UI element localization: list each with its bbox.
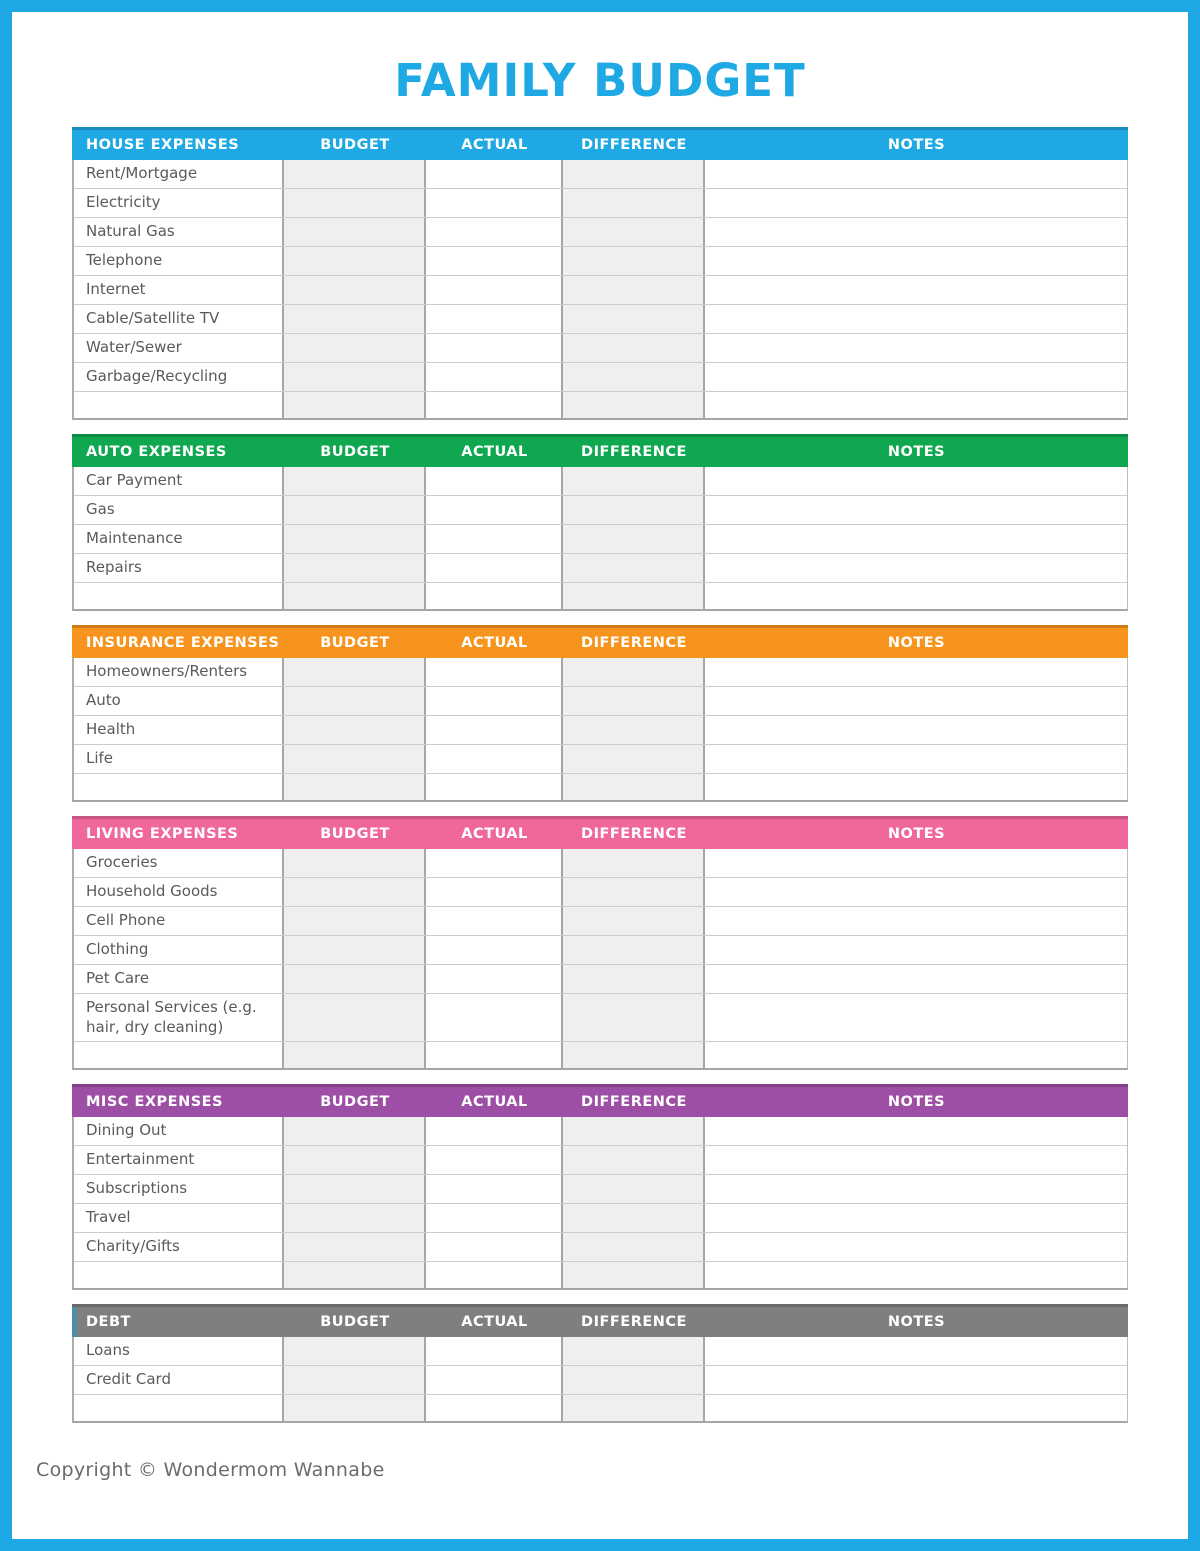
diff-cell bbox=[563, 525, 705, 553]
expense-label bbox=[74, 1395, 284, 1421]
table-row bbox=[74, 1204, 1127, 1233]
diff-cell bbox=[563, 994, 705, 1041]
diff-cell bbox=[563, 1042, 705, 1068]
expense-label: Cell Phone bbox=[74, 907, 284, 935]
table-row bbox=[74, 554, 1127, 583]
notes-cell bbox=[705, 525, 1127, 553]
table-row-blank bbox=[74, 392, 1127, 418]
notes-cell bbox=[705, 1366, 1127, 1394]
section-body bbox=[72, 467, 1128, 611]
diff-cell bbox=[563, 467, 705, 495]
table-row bbox=[74, 334, 1127, 363]
table-row bbox=[74, 936, 1127, 965]
column-header-difference: DIFFERENCE bbox=[581, 1094, 687, 1110]
actual-cell bbox=[426, 1233, 563, 1261]
table-row-blank bbox=[74, 774, 1127, 800]
table-row bbox=[74, 363, 1127, 392]
actual-cell bbox=[426, 878, 563, 906]
notes-cell bbox=[705, 1204, 1127, 1232]
actual-cell bbox=[426, 583, 563, 609]
table-row bbox=[74, 907, 1127, 936]
notes-cell bbox=[705, 687, 1127, 715]
actual-cell bbox=[426, 496, 563, 524]
notes-cell bbox=[705, 583, 1127, 609]
section-header bbox=[72, 127, 1128, 160]
notes-cell bbox=[705, 247, 1127, 275]
column-header-difference: DIFFERENCE bbox=[581, 1314, 687, 1330]
section-header bbox=[72, 625, 1128, 658]
table-row bbox=[74, 716, 1127, 745]
budget-cell bbox=[284, 554, 426, 582]
diff-cell bbox=[563, 907, 705, 935]
expense-label: Electricity bbox=[74, 189, 284, 217]
budget-cell bbox=[284, 745, 426, 773]
column-header-budget: BUDGET bbox=[320, 1094, 390, 1110]
column-header-actual: ACTUAL bbox=[461, 444, 528, 460]
expense-label: Health bbox=[74, 716, 284, 744]
budget-cell bbox=[284, 965, 426, 993]
actual-cell bbox=[426, 774, 563, 800]
expense-label bbox=[74, 392, 284, 418]
budget-cell bbox=[284, 1262, 426, 1288]
table-row bbox=[74, 965, 1127, 994]
section-body bbox=[72, 658, 1128, 802]
section-title: LIVING EXPENSES bbox=[86, 826, 239, 842]
actual-cell bbox=[426, 1337, 563, 1365]
actual-cell bbox=[426, 965, 563, 993]
expense-label: Gas bbox=[74, 496, 284, 524]
table-row bbox=[74, 525, 1127, 554]
notes-cell bbox=[705, 467, 1127, 495]
table-row-blank bbox=[74, 1042, 1127, 1068]
column-header-difference: DIFFERENCE bbox=[581, 826, 687, 842]
table-row bbox=[74, 276, 1127, 305]
diff-cell bbox=[563, 849, 705, 877]
expense-label: Charity/Gifts bbox=[74, 1233, 284, 1261]
budget-cell bbox=[284, 1337, 426, 1365]
notes-cell bbox=[705, 745, 1127, 773]
actual-cell bbox=[426, 305, 563, 333]
diff-cell bbox=[563, 160, 705, 188]
expense-label: Subscriptions bbox=[74, 1175, 284, 1203]
notes-cell bbox=[705, 1175, 1127, 1203]
column-header-budget: BUDGET bbox=[320, 635, 390, 651]
section-title: INSURANCE EXPENSES bbox=[86, 635, 280, 651]
table-row bbox=[74, 878, 1127, 907]
budget-cell bbox=[284, 774, 426, 800]
table-row bbox=[74, 189, 1127, 218]
budget-cell bbox=[284, 305, 426, 333]
budget-cell bbox=[284, 1366, 426, 1394]
section-house-expenses bbox=[72, 127, 1128, 420]
budget-cell bbox=[284, 849, 426, 877]
table-row bbox=[74, 496, 1127, 525]
expense-label: Loans bbox=[74, 1337, 284, 1365]
notes-cell bbox=[705, 1117, 1127, 1145]
actual-cell bbox=[426, 658, 563, 686]
notes-cell bbox=[705, 849, 1127, 877]
budget-cell bbox=[284, 363, 426, 391]
diff-cell bbox=[563, 1204, 705, 1232]
actual-cell bbox=[426, 936, 563, 964]
table-row-blank bbox=[74, 583, 1127, 609]
notes-cell bbox=[705, 305, 1127, 333]
budget-cell bbox=[284, 160, 426, 188]
diff-cell bbox=[563, 965, 705, 993]
notes-cell bbox=[705, 1395, 1127, 1421]
expense-label: Repairs bbox=[74, 554, 284, 582]
expense-label: Pet Care bbox=[74, 965, 284, 993]
budget-cell bbox=[284, 525, 426, 553]
column-header-notes: NOTES bbox=[887, 1314, 946, 1330]
actual-cell bbox=[426, 276, 563, 304]
column-header-actual: ACTUAL bbox=[461, 137, 528, 153]
notes-cell bbox=[705, 218, 1127, 246]
copyright-text: Copyright © Wondermom Wannabe bbox=[36, 1459, 385, 1481]
diff-cell bbox=[563, 334, 705, 362]
budget-cell bbox=[284, 1395, 426, 1421]
actual-cell bbox=[426, 334, 563, 362]
budget-cell bbox=[284, 392, 426, 418]
budget-cell bbox=[284, 1117, 426, 1145]
section-living-expenses bbox=[72, 816, 1128, 1070]
budget-cell bbox=[284, 716, 426, 744]
expense-label: Water/Sewer bbox=[74, 334, 284, 362]
section-debt bbox=[72, 1304, 1128, 1423]
table-row bbox=[74, 247, 1127, 276]
expense-label: Personal Services (e.g. hair, dry cleaning) bbox=[74, 994, 284, 1041]
table-row bbox=[74, 1233, 1127, 1262]
budget-cell bbox=[284, 1146, 426, 1174]
budget-cell bbox=[284, 687, 426, 715]
notes-cell bbox=[705, 189, 1127, 217]
expense-label bbox=[74, 1262, 284, 1288]
actual-cell bbox=[426, 218, 563, 246]
diff-cell bbox=[563, 247, 705, 275]
diff-cell bbox=[563, 1262, 705, 1288]
actual-cell bbox=[426, 1146, 563, 1174]
diff-cell bbox=[563, 554, 705, 582]
notes-cell bbox=[705, 1233, 1127, 1261]
notes-cell bbox=[705, 392, 1127, 418]
notes-cell bbox=[705, 1146, 1127, 1174]
column-header-notes: NOTES bbox=[887, 137, 946, 153]
budget-cell bbox=[284, 658, 426, 686]
actual-cell bbox=[426, 392, 563, 418]
diff-cell bbox=[563, 716, 705, 744]
column-header-actual: ACTUAL bbox=[461, 826, 528, 842]
expense-label: Internet bbox=[74, 276, 284, 304]
actual-cell bbox=[426, 189, 563, 217]
actual-cell bbox=[426, 1262, 563, 1288]
budget-cell bbox=[284, 1042, 426, 1068]
actual-cell bbox=[426, 994, 563, 1041]
actual-cell bbox=[426, 1366, 563, 1394]
diff-cell bbox=[563, 936, 705, 964]
expense-label: Car Payment bbox=[74, 467, 284, 495]
actual-cell bbox=[426, 1042, 563, 1068]
table-row bbox=[74, 1337, 1127, 1366]
expense-label: Rent/Mortgage bbox=[74, 160, 284, 188]
expense-label: Groceries bbox=[74, 849, 284, 877]
table-row bbox=[74, 745, 1127, 774]
diff-cell bbox=[563, 583, 705, 609]
section-title: MISC EXPENSES bbox=[86, 1094, 223, 1110]
section-header bbox=[72, 1084, 1128, 1117]
expense-label bbox=[74, 1042, 284, 1068]
column-header-notes: NOTES bbox=[887, 444, 946, 460]
column-header-budget: BUDGET bbox=[320, 444, 390, 460]
sections bbox=[12, 127, 1188, 1423]
notes-cell bbox=[705, 965, 1127, 993]
actual-cell bbox=[426, 363, 563, 391]
expense-label: Clothing bbox=[74, 936, 284, 964]
expense-label: Entertainment bbox=[74, 1146, 284, 1174]
actual-cell bbox=[426, 160, 563, 188]
notes-cell bbox=[705, 994, 1127, 1041]
notes-cell bbox=[705, 936, 1127, 964]
section-title: DEBT bbox=[86, 1314, 131, 1330]
budget-cell bbox=[284, 1204, 426, 1232]
section-header bbox=[72, 816, 1128, 849]
expense-label: Credit Card bbox=[74, 1366, 284, 1394]
column-header-actual: ACTUAL bbox=[461, 1094, 528, 1110]
diff-cell bbox=[563, 1337, 705, 1365]
budget-cell bbox=[284, 247, 426, 275]
notes-cell bbox=[705, 363, 1127, 391]
diff-cell bbox=[563, 878, 705, 906]
expense-label bbox=[74, 583, 284, 609]
table-row bbox=[74, 467, 1127, 496]
diff-cell bbox=[563, 1117, 705, 1145]
table-row bbox=[74, 658, 1127, 687]
column-header-notes: NOTES bbox=[887, 826, 946, 842]
expense-label: Natural Gas bbox=[74, 218, 284, 246]
table-row-blank bbox=[74, 1262, 1127, 1288]
table-row bbox=[74, 305, 1127, 334]
diff-cell bbox=[563, 658, 705, 686]
notes-cell bbox=[705, 334, 1127, 362]
expense-label bbox=[74, 774, 284, 800]
budget-cell bbox=[284, 467, 426, 495]
table-row bbox=[74, 1117, 1127, 1146]
column-header-actual: ACTUAL bbox=[461, 1314, 528, 1330]
table-row bbox=[74, 1366, 1127, 1395]
budget-cell bbox=[284, 878, 426, 906]
column-header-actual: ACTUAL bbox=[461, 635, 528, 651]
table-row bbox=[74, 849, 1127, 878]
notes-cell bbox=[705, 774, 1127, 800]
diff-cell bbox=[563, 392, 705, 418]
column-header-difference: DIFFERENCE bbox=[581, 137, 687, 153]
table-row-blank bbox=[74, 1395, 1127, 1421]
actual-cell bbox=[426, 1175, 563, 1203]
actual-cell bbox=[426, 467, 563, 495]
budget-cell bbox=[284, 907, 426, 935]
table-row bbox=[74, 994, 1127, 1042]
section-body bbox=[72, 1337, 1128, 1423]
actual-cell bbox=[426, 247, 563, 275]
section-header bbox=[72, 1304, 1128, 1337]
column-header-notes: NOTES bbox=[887, 1094, 946, 1110]
actual-cell bbox=[426, 1204, 563, 1232]
section-auto-expenses bbox=[72, 434, 1128, 611]
actual-cell bbox=[426, 849, 563, 877]
budget-cell bbox=[284, 218, 426, 246]
table-row bbox=[74, 1175, 1127, 1204]
budget-cell bbox=[284, 936, 426, 964]
table-row bbox=[74, 160, 1127, 189]
expense-label: Garbage/Recycling bbox=[74, 363, 284, 391]
notes-cell bbox=[705, 1262, 1127, 1288]
notes-cell bbox=[705, 1337, 1127, 1365]
section-body bbox=[72, 160, 1128, 420]
notes-cell bbox=[705, 554, 1127, 582]
expense-label: Telephone bbox=[74, 247, 284, 275]
actual-cell bbox=[426, 1117, 563, 1145]
diff-cell bbox=[563, 1233, 705, 1261]
section-title: HOUSE EXPENSES bbox=[86, 137, 240, 153]
notes-cell bbox=[705, 878, 1127, 906]
diff-cell bbox=[563, 218, 705, 246]
column-header-difference: DIFFERENCE bbox=[581, 635, 687, 651]
actual-cell bbox=[426, 525, 563, 553]
budget-cell bbox=[284, 1175, 426, 1203]
expense-label: Maintenance bbox=[74, 525, 284, 553]
diff-cell bbox=[563, 774, 705, 800]
actual-cell bbox=[426, 1395, 563, 1421]
notes-cell bbox=[705, 160, 1127, 188]
page-title: FAMILY BUDGET bbox=[394, 54, 806, 107]
diff-cell bbox=[563, 1146, 705, 1174]
diff-cell bbox=[563, 1175, 705, 1203]
budget-cell bbox=[284, 496, 426, 524]
actual-cell bbox=[426, 554, 563, 582]
section-title: AUTO EXPENSES bbox=[86, 444, 227, 460]
section-body bbox=[72, 1117, 1128, 1290]
notes-cell bbox=[705, 496, 1127, 524]
notes-cell bbox=[705, 907, 1127, 935]
actual-cell bbox=[426, 687, 563, 715]
diff-cell bbox=[563, 305, 705, 333]
section-body bbox=[72, 849, 1128, 1070]
expense-label: Auto bbox=[74, 687, 284, 715]
budget-cell bbox=[284, 1233, 426, 1261]
section-header bbox=[72, 434, 1128, 467]
column-header-budget: BUDGET bbox=[320, 1314, 390, 1330]
notes-cell bbox=[705, 276, 1127, 304]
expense-label: Travel bbox=[74, 1204, 284, 1232]
column-header-difference: DIFFERENCE bbox=[581, 444, 687, 460]
column-header-budget: BUDGET bbox=[320, 137, 390, 153]
expense-label: Household Goods bbox=[74, 878, 284, 906]
expense-label: Homeowners/Renters bbox=[74, 658, 284, 686]
expense-label: Dining Out bbox=[74, 1117, 284, 1145]
table-row bbox=[74, 218, 1127, 247]
diff-cell bbox=[563, 1366, 705, 1394]
diff-cell bbox=[563, 687, 705, 715]
expense-label: Cable/Satellite TV bbox=[74, 305, 284, 333]
table-row bbox=[74, 1146, 1127, 1175]
diff-cell bbox=[563, 496, 705, 524]
budget-cell bbox=[284, 189, 426, 217]
diff-cell bbox=[563, 189, 705, 217]
table-row bbox=[74, 687, 1127, 716]
diff-cell bbox=[563, 276, 705, 304]
diff-cell bbox=[563, 745, 705, 773]
budget-cell bbox=[284, 334, 426, 362]
budget-cell bbox=[284, 583, 426, 609]
section-insurance-expenses bbox=[72, 625, 1128, 802]
column-header-budget: BUDGET bbox=[320, 826, 390, 842]
section-misc-expenses bbox=[72, 1084, 1128, 1290]
actual-cell bbox=[426, 716, 563, 744]
expense-label: Life bbox=[74, 745, 284, 773]
notes-cell bbox=[705, 1042, 1127, 1068]
notes-cell bbox=[705, 658, 1127, 686]
actual-cell bbox=[426, 907, 563, 935]
column-header-notes: NOTES bbox=[887, 635, 946, 651]
diff-cell bbox=[563, 1395, 705, 1421]
diff-cell bbox=[563, 363, 705, 391]
notes-cell bbox=[705, 716, 1127, 744]
budget-cell bbox=[284, 276, 426, 304]
actual-cell bbox=[426, 745, 563, 773]
budget-cell bbox=[284, 994, 426, 1041]
